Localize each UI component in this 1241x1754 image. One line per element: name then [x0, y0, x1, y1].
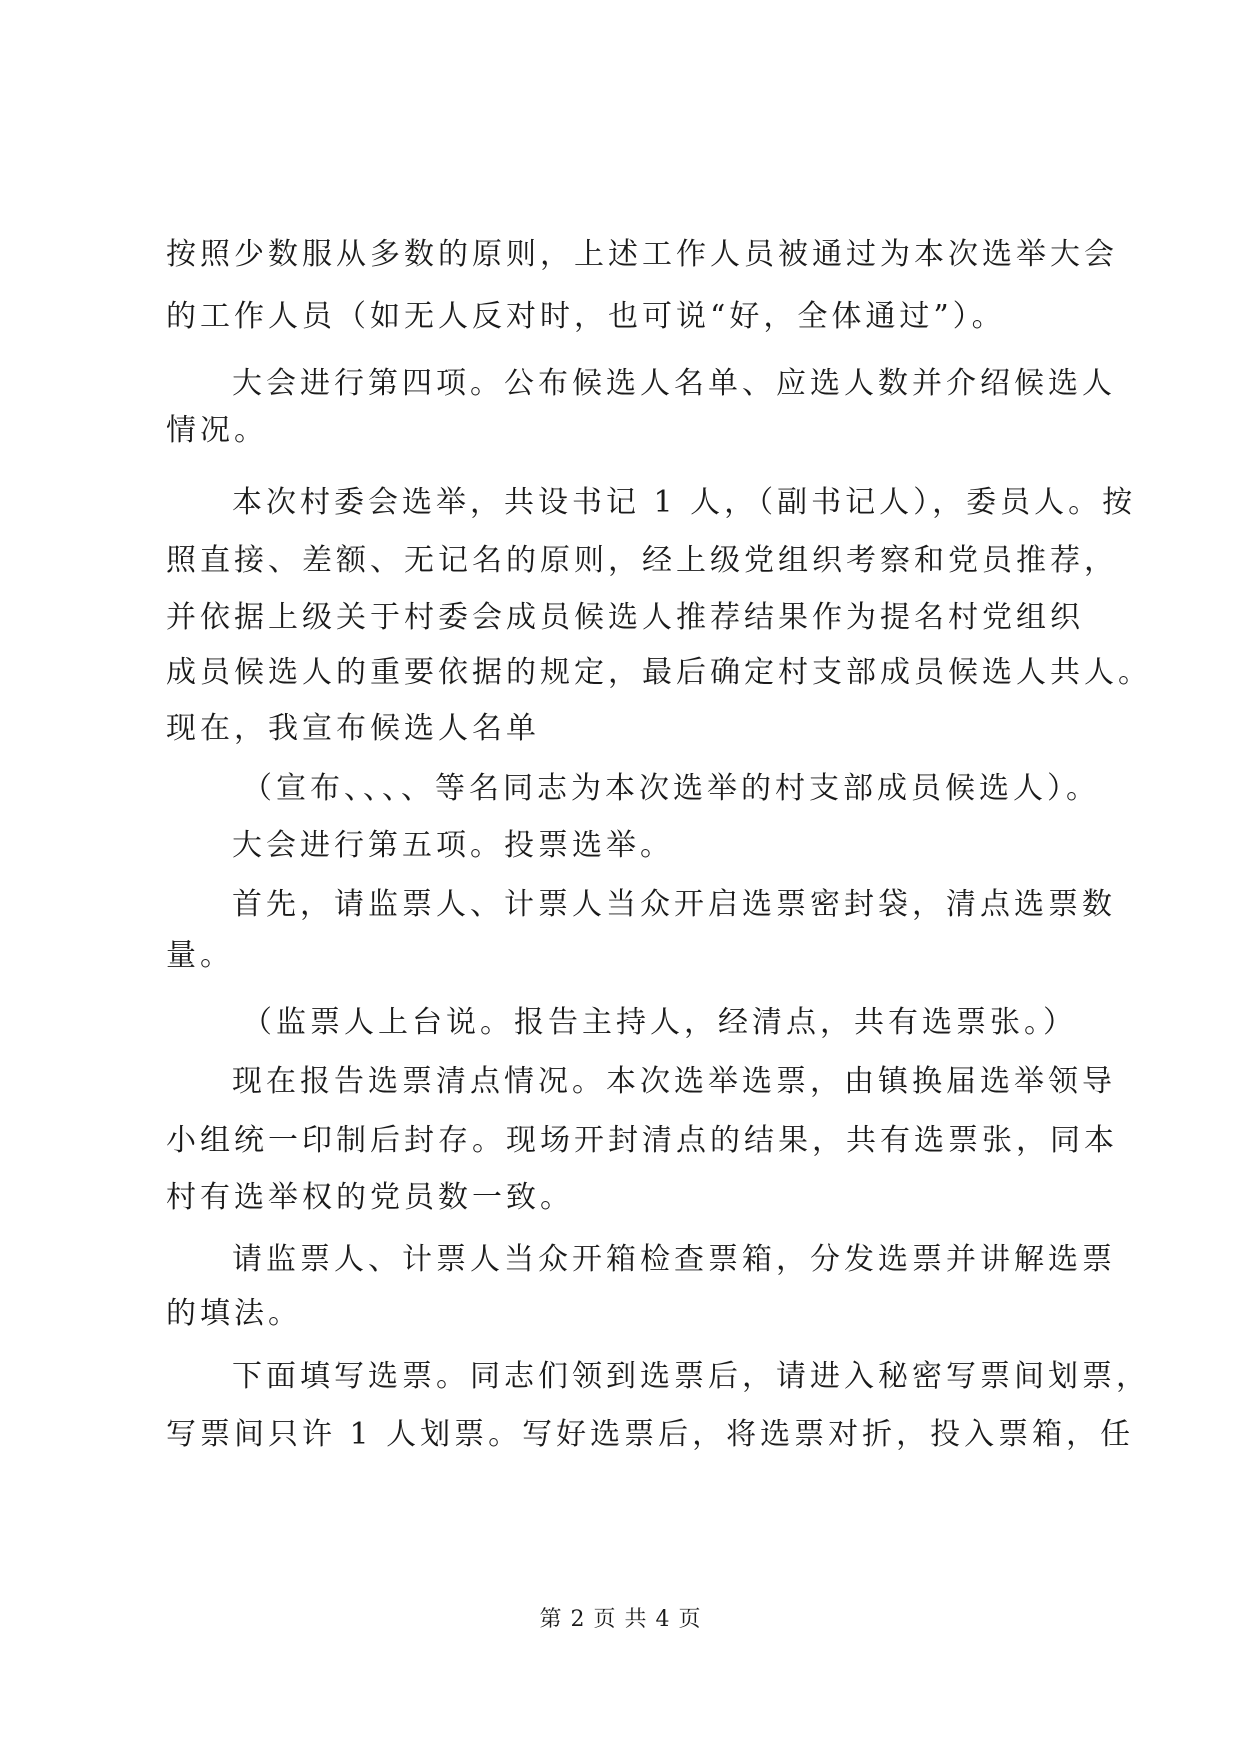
text-line: 并依据上级关于村委会成员候选人推荐结果作为提名村党组织: [166, 600, 1084, 635]
text-line: 下面填写选票。同志们领到选票后，请进入秘密写票间划票，: [232, 1359, 1150, 1394]
text-line: 大会进行第四项。公布候选人名单、应选人数并介绍候选人: [232, 366, 1116, 401]
text-line: 的填法。: [166, 1296, 302, 1331]
text-line: 的工作人员（如无人反对时，也可说“好，全体通过”）。: [166, 299, 1006, 334]
text-line: 成员候选人的重要依据的规定，最后确定村支部成员候选人共人。: [166, 655, 1152, 690]
text-line: 情况。: [166, 413, 268, 448]
text-line: 请监票人、计票人当众开箱检查票箱，分发选票并讲解选票: [232, 1242, 1116, 1277]
text-line: 照直接、差额、无记名的原则，经上级党组织考察和党员推荐，: [166, 543, 1118, 578]
text-line: 按照少数服从多数的原则，上述工作人员被通过为本次选举大会: [166, 237, 1118, 272]
text-line: 首先，请监票人、计票人当众开启选票密封袋，清点选票数: [232, 887, 1116, 922]
page-number-footer: 第 2 页 共 4 页: [539, 1607, 702, 1632]
text-line: 现在，我宣布候选人名单: [166, 711, 540, 746]
text-line: 村有选举权的党员数一致。: [166, 1180, 574, 1215]
text-line: 现在报告选票清点情况。本次选举选票，由镇换届选举领导: [232, 1064, 1116, 1099]
text-line: （宣布、、、、等名同志为本次选举的村支部成员候选人）。: [242, 771, 1100, 806]
text-line: 大会进行第五项。投票选举。: [232, 828, 674, 863]
text-line: 写票间只许 1 人划票。写好选票后，将选票对折，投入票箱，任: [166, 1417, 1135, 1452]
text-line: 量。: [166, 938, 234, 973]
text-line: 小组统一印制后封存。现场开封清点的结果，共有选票张，同本: [166, 1123, 1118, 1158]
text-line: （监票人上台说。报告主持人，经清点，共有选票张。）: [242, 1005, 1077, 1040]
text-line: 本次村委会选举，共设书记 1 人，（副书记人），委员人。按: [232, 485, 1137, 520]
